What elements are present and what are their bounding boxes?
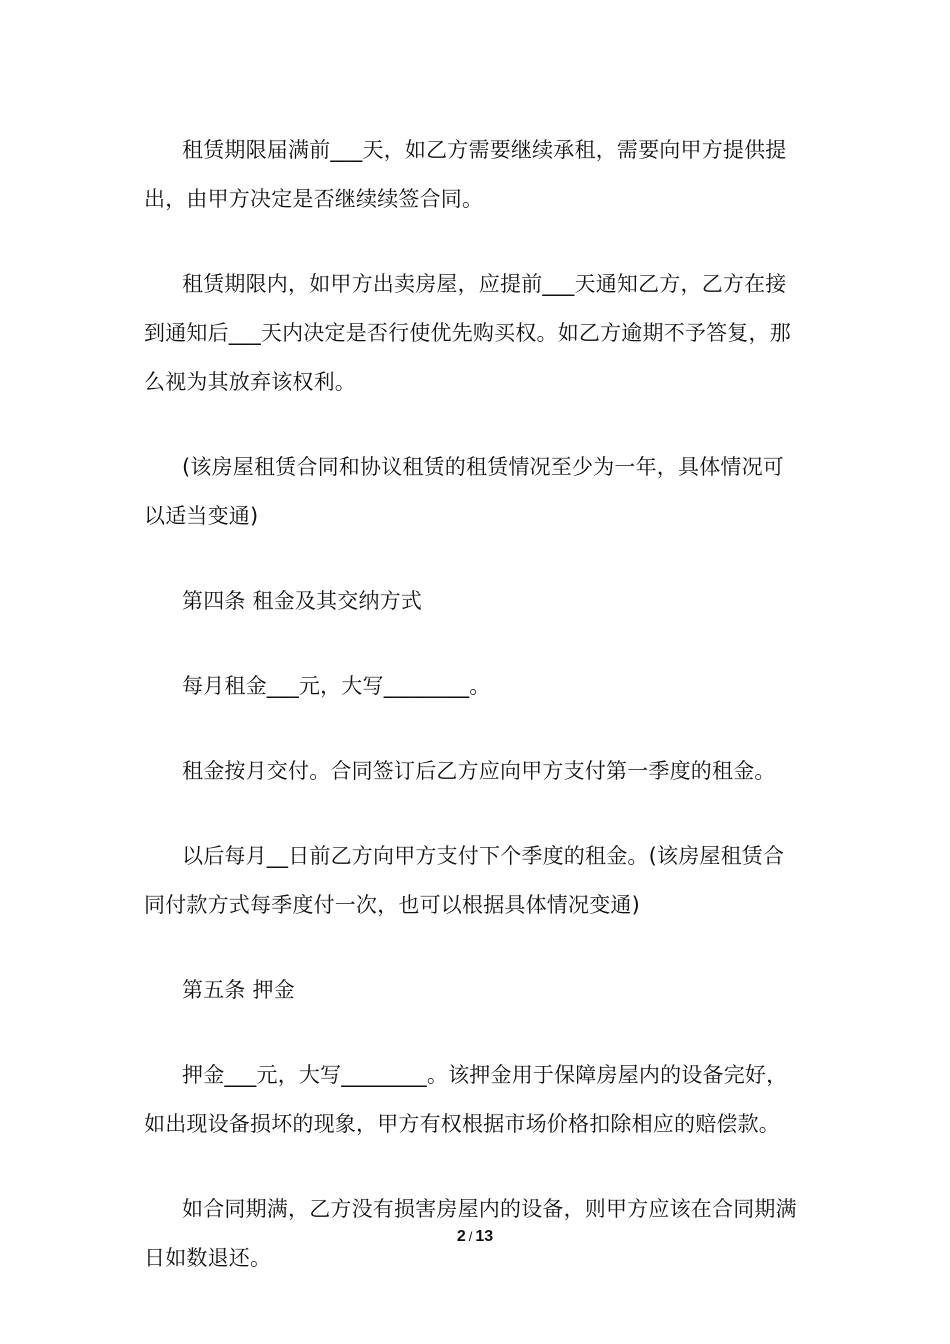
paragraph-rent-payment: 租金按月交付。合同签订后乙方应向甲方支付第一季度的租金。 [182,759,776,783]
paragraph-deposit: 押金___元，大写________。该押金用于保障房屋内的设备完好，如出现设备损坏的现象，甲方有权根据市场价格扣除相应的赔偿款。 [144,1063,788,1136]
current-page: 2 [456,1228,466,1245]
paragraph-preemptive-right: 租赁期限内，如甲方出卖房屋，应提前___天通知乙方，乙方在接到通知后___天内决定是否行使优先购买权。如乙方逾期不予答复，那么视为其放弃该权利。 [144,272,791,394]
paragraph-monthly-rent: 每月租金___元，大写________。 [182,674,491,698]
article-five-heading: 第五条 押金 [182,978,295,1002]
paragraph-quarterly-payment: 以后每月__日前乙方向甲方支付下个季度的租金。(该房屋租赁合同付款方式每季度付一次，也可以根据具体情况变通) [144,844,785,917]
paragraph-renewal: 租赁期限届满前___天，如乙方需要继续承租，需要向甲方提供提出，由甲方决定是否继续续签合同。 [144,138,787,211]
total-pages: 13 [475,1228,494,1245]
paragraph-lease-note: (该房屋租赁合同和协议租赁的租赁情况至少为一年，具体情况可以适当变通) [144,455,784,528]
paragraph-deposit-refund: 如合同期满，乙方没有损害房屋内的设备，则甲方应该在合同期满日如数退还。 [144,1197,797,1270]
page-number [0,1228,950,1246]
page-separator: / [468,1229,473,1244]
document-body [144,126,804,1319]
article-four-heading: 第四条 租金及其交纳方式 [182,589,423,613]
